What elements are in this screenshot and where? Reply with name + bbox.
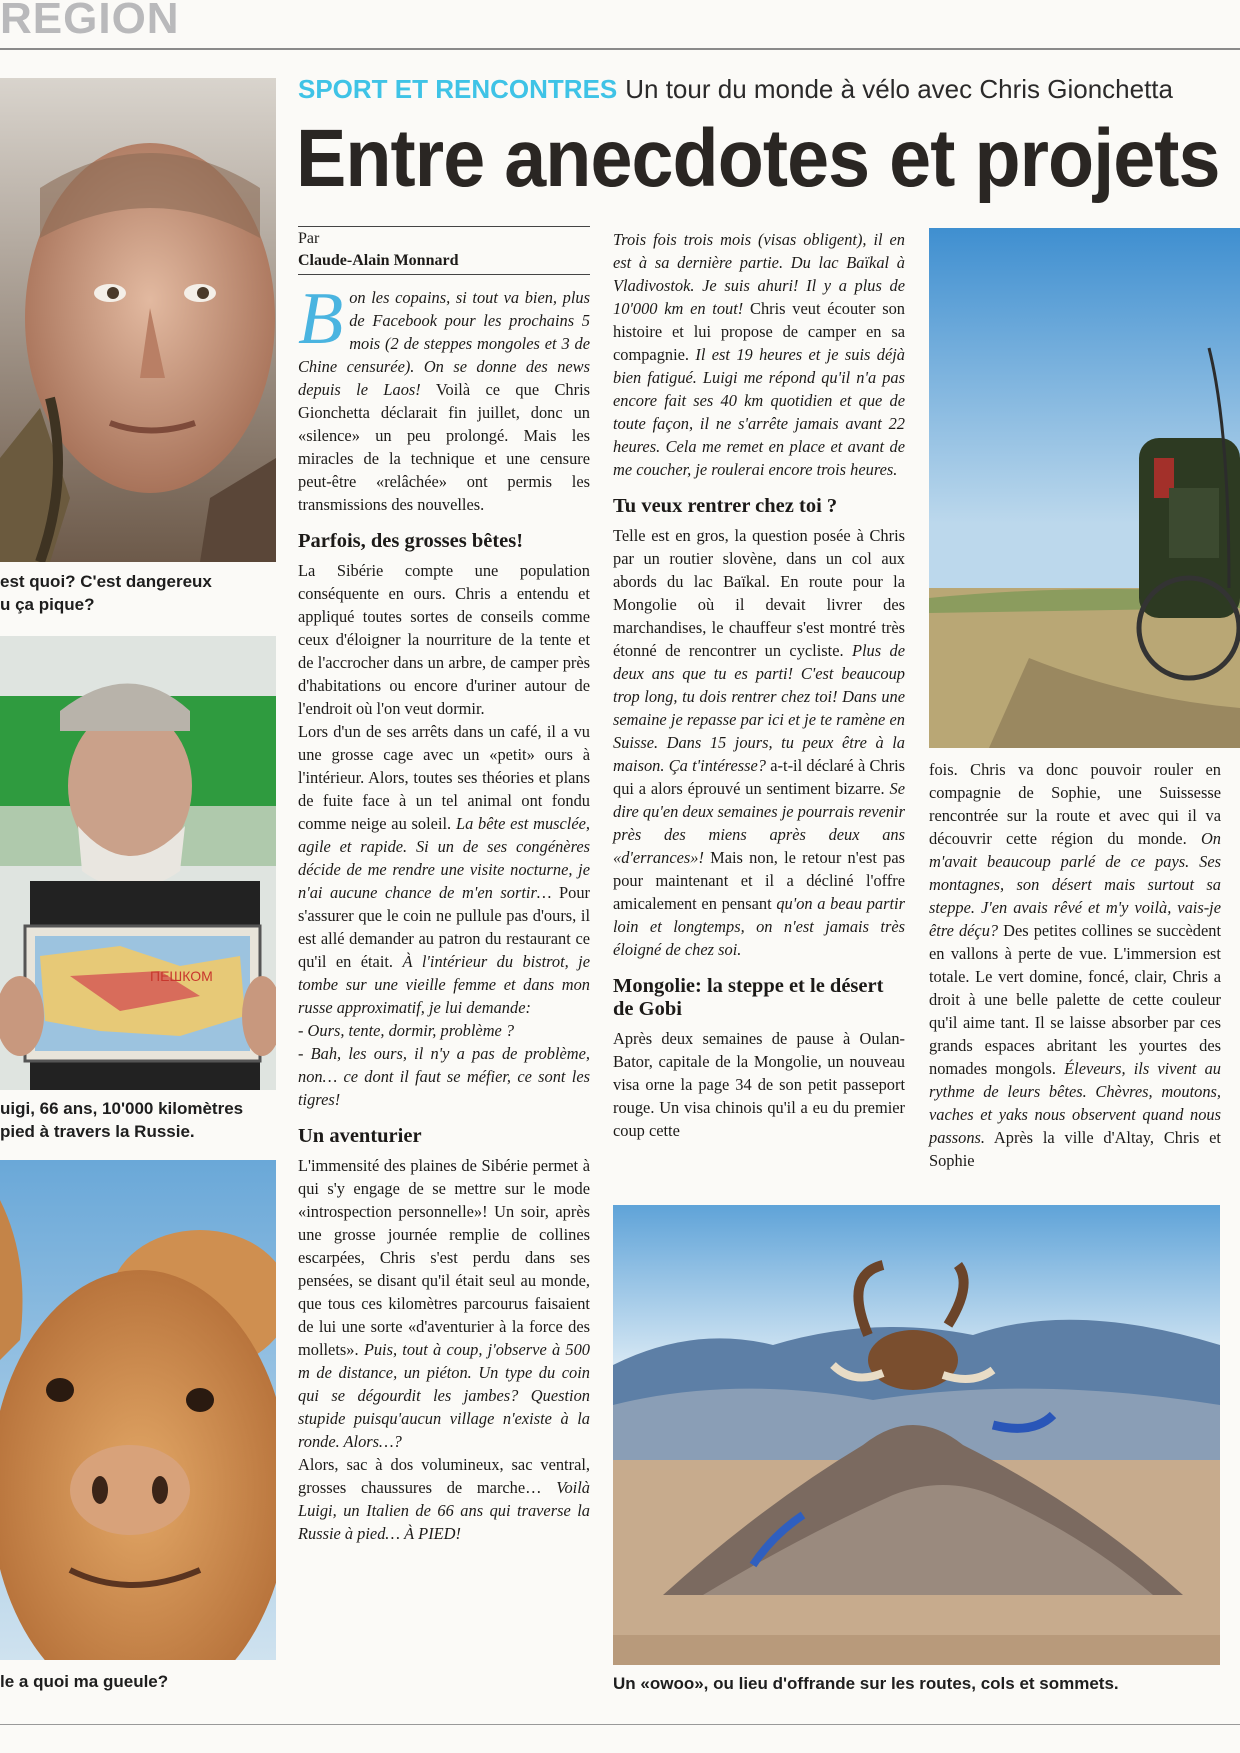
photo-owoo (613, 1205, 1220, 1665)
quote-run: Plus de deux ans que tu es parti! C'est beaucoup trop long, tu dois rentrer chez toi! Dans une semaine je repasse par ici et je te ramène en Suisse. Dans 15 jours, tu peux être à la maison. Ça t'intéresse? (613, 641, 905, 775)
header-rule (0, 48, 1240, 50)
subhead-rentrer: Tu veux rentrer chez toi ? (613, 495, 838, 517)
paragraph (298, 720, 590, 1019)
quote-run: - Ours, tente, dormir, problème ? (298, 1021, 515, 1040)
byline-author: Claude-Alain Monnard (298, 252, 459, 269)
quote-run: Il est 19 heures et je suis déjà bien fatigué. Luigi me répond qu'il n'a pas encore fait ses 40 km quotidien et que de toute façon, il ne s'arrête jamais avant 22 heures. Cela me remet en place et avant de me coucher, je roulerai encore trois heures. (613, 345, 905, 479)
byline-rule-top (298, 226, 590, 227)
intro-cont: Voilà ce que Chris Gionchetta déclarait fin juillet, donc un «silence» un peu prolongé. Mais les miracles de la technique et une censure peut-être «relâchée» ont permis les transmissions des nouvelles. (298, 380, 590, 514)
text-run: Alors, sac à dos volumineux, sac ventral, grosses chaussures de marche… (298, 1455, 590, 1497)
intro-text: on les copains, si tout va bien, plus de Facebook pour les prochains 5 mois (2 de steppes mongoles et 3 de Chine censurée). On se donne des news depuis le Laos! (298, 288, 590, 399)
paragraph (298, 1154, 590, 1453)
quote-run: Se dire qu'en deux semaines je pourrais revenir près des miens après deux ans «d'errances»! (613, 779, 905, 867)
photo-scorpion-man (0, 78, 276, 562)
headline: Entre anecdotes et projets (296, 113, 1220, 204)
subhead-aventurier: Un aventurier (298, 1125, 422, 1147)
dropcap: B (298, 278, 344, 360)
text-run: Chris veut écouter son histoire et lui propose de camper en sa compagnie. (613, 299, 905, 364)
byline-prefix: Par (298, 230, 320, 247)
kicker-subject: Un tour du monde à vélo avec Chris Gionchetta (625, 74, 1173, 104)
dialogue-line (298, 1042, 590, 1111)
quote-run: On m'avait beaucoup parlé de ce pays. Ses montagnes, son désert mais surtout sa steppe. J'en avais rêvé et m'y voilà, vais-je être déçu? (929, 829, 1221, 940)
caption-luigi: uigi, 66 ans, 10'000 kilomètres pied à travers la Russie. (0, 1099, 244, 1141)
kicker-rubric: SPORT ET RENCONTRES (298, 74, 618, 104)
quote-run: Trois fois trois mois (visas obligent), il en est à sa dernière partie. Du lac Baïkal à Vladivostok. Je suis ahuri! Il y a plus de 10'000 km en tout! (613, 230, 905, 318)
photo-bicycle-steppe (929, 228, 1240, 748)
caption-scorpion: est quoi? C'est dangereux u ça pique? (0, 572, 212, 614)
text-run: fois. Chris va donc pouvoir rouler en compagnie de Sophie, une Suissesse rencontrée sur la route et avec qui il va découvrir cette région du monde. (929, 760, 1221, 848)
text-run: Lors d'un de ses arrêts dans un café, il a vu une grosse cage avec un «petit» ours à l'intérieur. Alors, toutes ses théories et plans de fuite face à un tel animal ont fondu comme neige au soleil. (298, 722, 590, 833)
paragraph: La Sibérie compte une population conséquente en ours. Chris a entendu et appliqué toutes sortes de conseils comme ceux d'éloigner la nourriture de la tente et de l'accrocher dans un arbre, de camper près d'habitations ou encore d'uriner autour de l'endroit où l'on veut dormir. (298, 561, 590, 718)
caption-owoo: Un «owoo», ou lieu d'offrande sur les routes, cols et sommets. (613, 1674, 1119, 1693)
quote-run: - Bah, les ours, il n'y a pas de problème, non… ce dont il faut se méfier, ce sont les tigres! (298, 1044, 590, 1109)
quote-run: La bête est musclée, agile et rapide. Si un de ses congénères décide de me rendre une visite nocturne, je n'ai aucune chance de m'en sortir… (298, 814, 590, 902)
section-header: REGION (0, 0, 180, 43)
text-run: Après la ville d'Altay, Chris et Sophie (929, 1128, 1221, 1170)
subhead-mongolie: Mongolie: la steppe et le désert de Gobi (613, 975, 884, 1020)
quote-run: À l'intérieur du bistrot, je tombe sur une vieille femme et dans mon russe approximatif, je lui demande: (298, 952, 590, 1017)
quote-run: Voilà Luigi, un Italien de 66 ans qui traverse la Russie à pied… À PIED! (298, 1478, 590, 1543)
article-column-1 (298, 278, 590, 1545)
map-label: ПЕШКОМ (150, 968, 213, 984)
paragraph (613, 228, 905, 481)
paragraph: Après deux semaines de pause à Oulan-Bator, capitale de la Mongolie, un nouveau visa orne la page 34 de son petit passeport rouge. Un visa chinois qu'il a eu du premier coup cette (613, 1029, 905, 1140)
text-run: Pour s'assurer que le coin ne pullule pas d'ours, il est allé demander au patron du restaurant ce qu'il en était. (298, 883, 590, 971)
quote-run: qu'on a beau partir loin et longtemps, on n'est jamais très éloigné de chez soi. (613, 894, 905, 959)
text-run: a-t-il déclaré à Chris qui a alors éprouvé un sentiment bizarre. (613, 756, 906, 798)
text-run: L'immensité des plaines de Sibérie permet à qui s'y engage de se mettre sur le mode «introspection personnelle»! Un soir, après une grosse journée remplie de collines escarpées, Chris s'est perdu dans ses pensées, se disant qu'il était seul au monde, que tous ces kilomètres parcourus faisaient de lui une sorte «d'aventurier à la force des mollets». (298, 1156, 590, 1359)
article-intro (298, 278, 590, 516)
bottom-rule (0, 1724, 1240, 1725)
paragraph (613, 524, 905, 961)
paragraph (929, 758, 1221, 1172)
byline (298, 228, 590, 272)
text-run: Mais non, le retour n'est pas pour maintenant et il a décliné l'offre amicalement en pensant (613, 848, 905, 913)
kicker (298, 74, 1173, 105)
quote-run: Puis, tout à coup, j'observe à 500 m de distance, un piéton. Un type du coin qui se dégourdit les jambes? Question stupide puisqu'aucun village n'existe à la ronde. Alors…? (298, 1340, 590, 1451)
paragraph (298, 1453, 590, 1545)
dialogue-line (298, 1019, 590, 1042)
photo-camel (0, 1160, 276, 1660)
article-column-3 (929, 758, 1221, 1172)
caption-camel: le a quoi ma gueule? (0, 1672, 169, 1691)
article-column-2 (613, 228, 905, 1142)
quote-run: Éleveurs, ils vivent au rythme de leurs bêtes. Chèvres, moutons, vaches et yaks nous observent quand nous passons. (929, 1059, 1221, 1147)
subhead-grosses-betes: Parfois, des grosses bêtes! (298, 530, 524, 552)
text-run: Des petites collines se succèdent en vallons à perte de vue. L'immersion est totale. Le vert domine, foncé, clair, Chris a droit à une belle palette de cette couleur qu'il aime tant. Il se laisse absorber par ces grands espaces abritant les yourtes des nomades mongols. (929, 921, 1221, 1078)
text-run: Telle est en gros, la question posée à Chris par un routier slovène, dans un col aux abords du lac Baïkal. En route pour la Mongolie où il devait livrer des marchandises, le chauffeur s'est montré très étonné de rencontrer un cycliste. (613, 526, 905, 660)
photo-luigi (0, 636, 276, 1090)
byline-rule-bottom (298, 274, 590, 275)
